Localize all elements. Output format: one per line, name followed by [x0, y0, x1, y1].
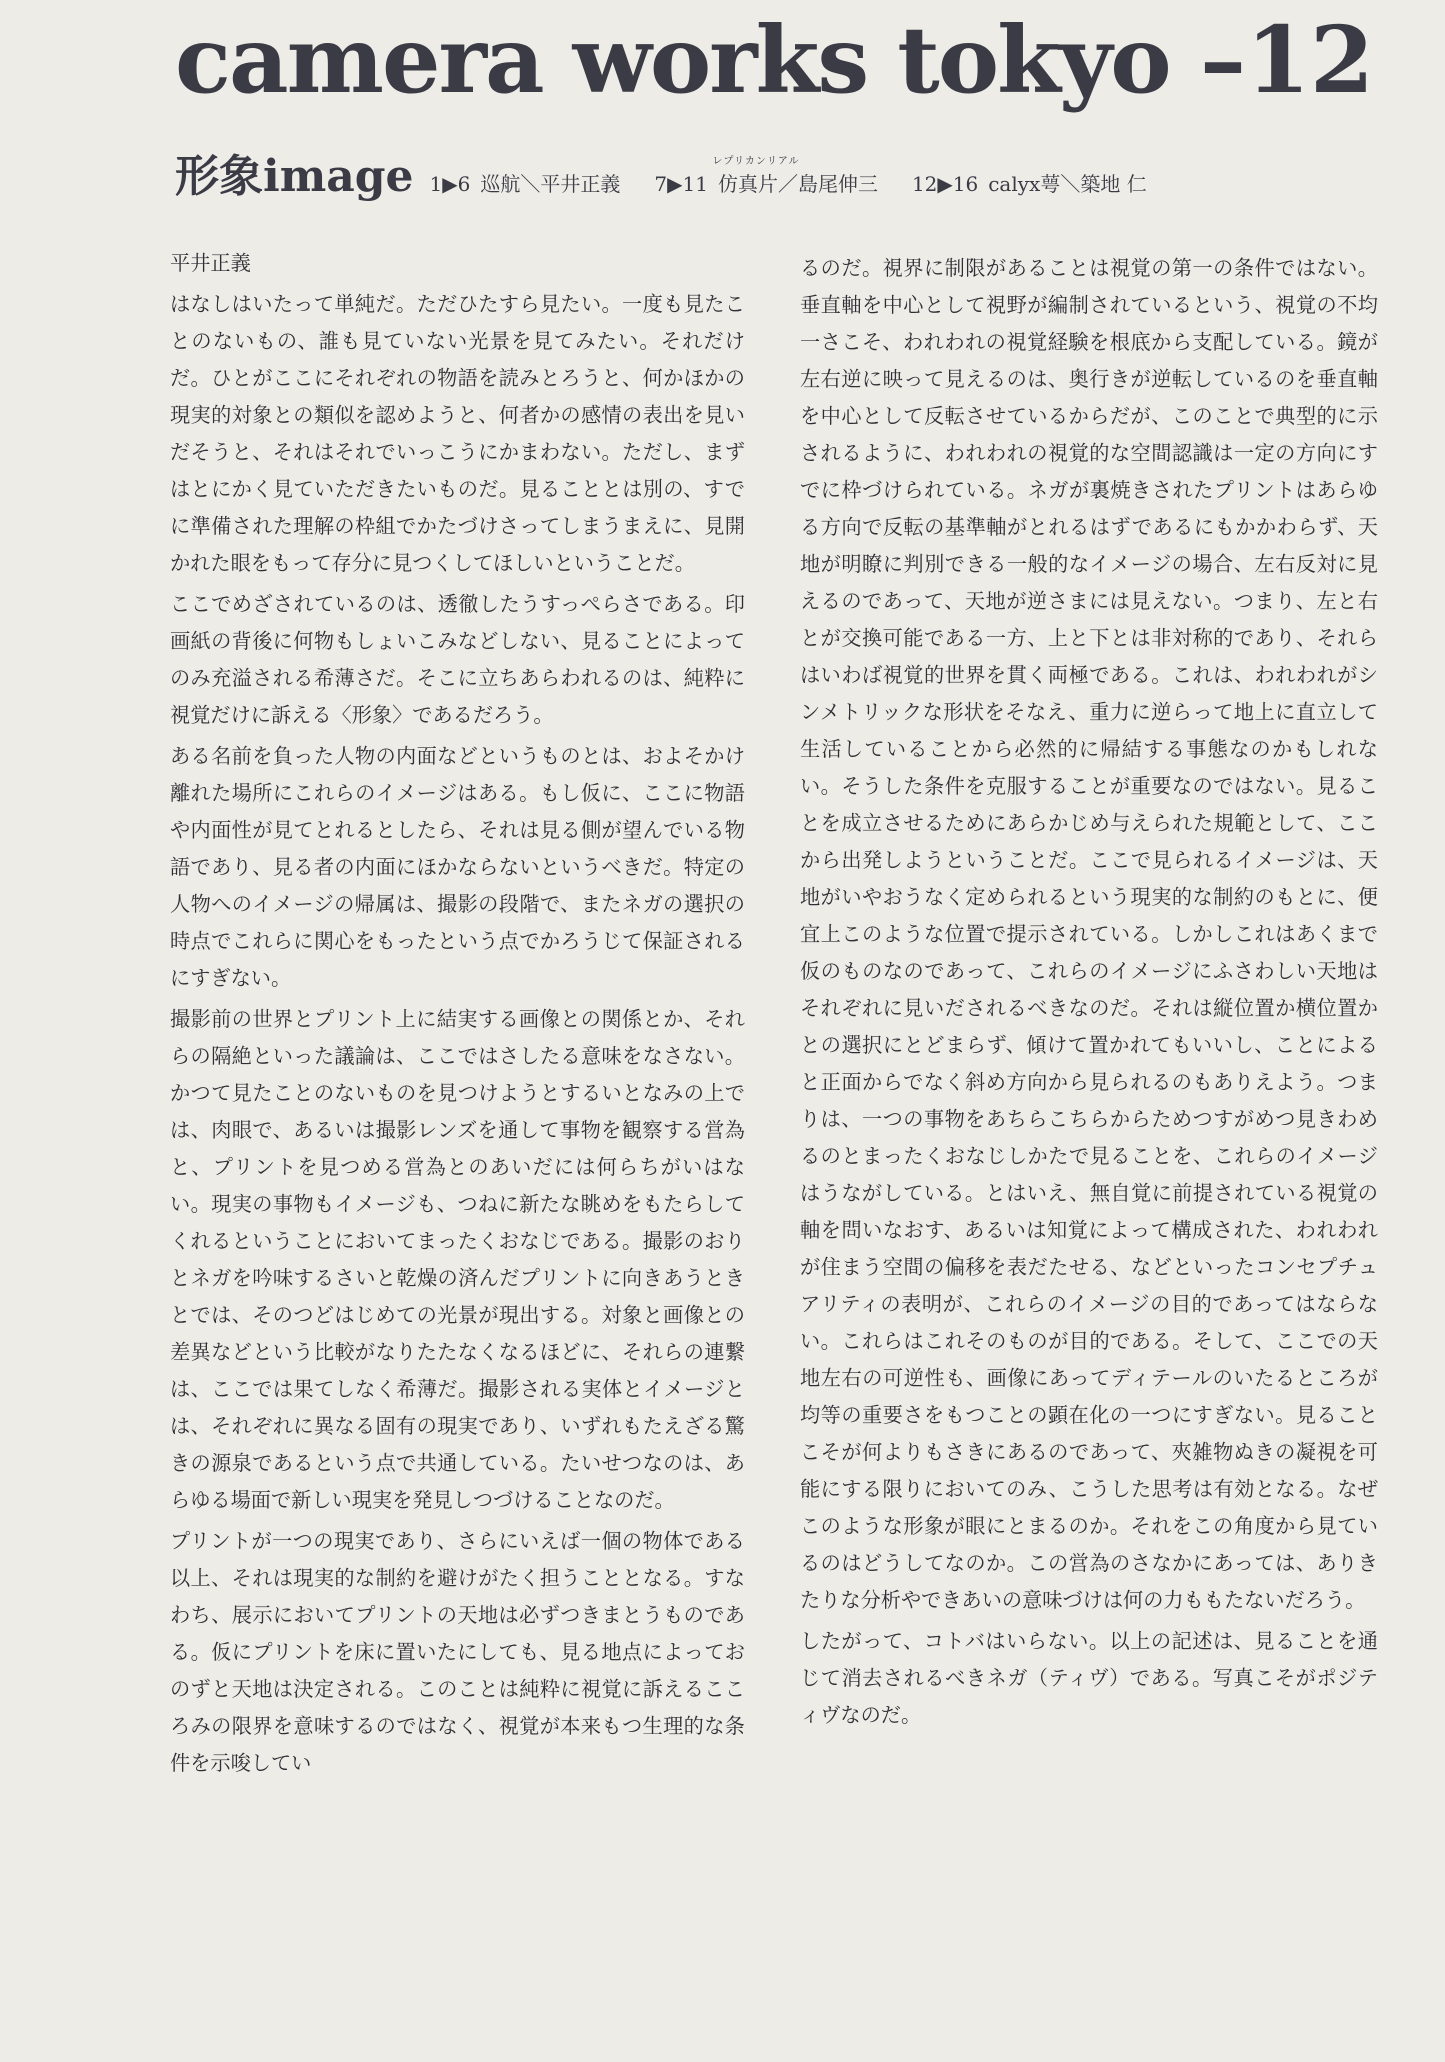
ruby-annotation: レプリカンリアル	[712, 156, 800, 167]
paragraph: ある名前を負った人物の内面などというものとは、およそかけ離れた場所にこれらのイメージはある。もし仮に、ここに物語や内面性が見てとれるとしたら、それは見る側が望んでいる物語であり、見る者の内面にほかならないというべきだ。特定の人物へのイメージの帰属は、撮影の段階で、またネガの選択の時点でこれらに関心をもったという点でかろうじて保証されるにすぎない。	[170, 744, 745, 990]
subtitle-line	[175, 140, 1147, 204]
paragraph: したがって、コトバはいらない。以上の記述は、見ることを通じて消去されるべきネガ（ティヴ）である。写真こそがポジティヴなのだ。	[800, 1629, 1378, 1727]
paragraph: 撮影前の世界とプリント上に結実する画像との関係とか、それらの隔絶といった議論は、ここではさしたる意味をなさない。かつて見たことのないものを見つけようとするいとなみの上では、肉眼で、あるいは撮影レンズを通して事物を観察する営為と、プリントを見つめる営為とのあいだには何らちがいはない。現実の事物もイメージも、つねに新たな眺めをもたらしてくれるということにおいてまったくおなじである。撮影のおりとネガを吟味するさいと乾燥の済んだプリントに向きあうときとでは、そのつどはじめての光景が現出する。対象と画像との差異などという比較がなりたたなくなるほどに、それらの連繋は、ここでは果てしなく希薄だ。撮影される実体とイメージとは、それぞれに異なる固有の現実であり、いずれもたえざる驚きの源泉であるという点で共通している。たいせつなのは、あらゆる場面で新しい現実を発見しつづけることなのだ。	[170, 1007, 745, 1512]
series-title: 形象image	[175, 151, 414, 202]
text-column-right	[800, 250, 1378, 1734]
magazine-title: camera works tokyo	[175, 6, 1170, 114]
paragraph: プリントが一つの現実であり、さらにいえば一個の物体である以上、それは現実的な制約を避けがたく担うこととなる。すなわち、展示においてプリントの天地は必ずつきまとうものである。仮にプリントを床に置いたにしても、見る地点によっておのずと天地は決定される。このことは純粋に視覚に訴えるこころみの限界を意味するのではなく、視覚が本来もつ生理的な条件を示唆してい	[170, 1529, 745, 1775]
entry-text: 巡航＼平井正義	[480, 172, 621, 196]
entry-range: 12▶16	[911, 172, 979, 196]
contents-entry	[912, 168, 1147, 197]
entry-range: 1▶6	[429, 172, 471, 196]
contents-entry	[654, 156, 878, 197]
contents-list	[429, 156, 1147, 197]
issue-number: –12	[1200, 6, 1375, 114]
text-column-left	[170, 245, 745, 1782]
entry-text: calyx萼＼築地 仁	[988, 172, 1147, 196]
paragraph: るのだ。視界に制限があることは視覚の第一の条件ではない。垂直軸を中心として視野が編制されているという、視覚の不均一さこそ、われわれの視覚経験を根底から支配している。鏡が左右逆に映って見えるのは、奥行きが逆転しているのを垂直軸を中心として反転させているからだが、このことで典型的に示されるように、われわれの視覚的な空間認識は一定の方向にすでに枠づけられている。ネガが裏焼きされたプリントはあらゆる方向で反転の基準軸がとれるはずであるにもかかわらず、天地が明瞭に判別できる一般的なイメージの場合、左右反対に見えるのであって、天地が逆さまには見えない。つまり、左と右とが交換可能である一方、上と下とは非対称的であり、それらはいわば視覚的世界を貫く両極である。これは、われわれがシンメトリックな形状をそなえ、重力に逆らって地上に直立して生活していることから必然的に帰結する事態なのかもしれない。そうした条件を克服することが重要なのではない。見ることを成立させるためにあらかじめ与えられた規範として、ここから出発しようということだ。ここで見られるイメージは、天地がいやおうなく定められるという現実的な制約のもとに、便宜上このような位置で提示されている。しかしこれはあくまで仮のものなのであって、これらのイメージにふさわしい天地はそれぞれに見いだされるべきなのだ。それは縦位置か横位置かとの選択にとどまらず、傾けて置かれてもいいし、ことによると正面からでなく斜め方向から見られるのもありえよう。つまりは、一つの事物をあちらこちらからためつすがめつ見きわめるのとまったくおなじしかたで見ることを、これらのイメージはうながしている。とはいえ、無自覚に前提されている視覚の軸を問いなおす、あるいは知覚によって構成された、われわれが住まう空間の偏移を表だたせる、などといったコンセプチュアリティの表明が、これらのイメージの目的であってはならない。これらはこれそのものが目的である。そして、ここでの天地左右の可逆性も、画像にあってディテールのいたるところが均等の重要さをもつことの顕在化の一つにすぎない。見ることこそが何よりもさきにあるのであって、夾雑物ぬきの凝視を可能にする限りにおいてのみ、こうした思考は有効となる。なぜこのような形象が眼にとまるのか。それをこの角度から見ているのはどうしてなのか。この営為のさなかにあっては、ありきたりな分析やできあいの意味づけは何の力ももたないだろう。	[800, 256, 1378, 1612]
paragraph: ここでめざされているのは、透徹したうすっぺらさである。印画紙の背後に何物もしょいこみなどしない、見ることによってのみ充溢される希薄さだ。そこに立ちあらわれるのは、純粋に視覚だけに訴える〈形象〉であるだろう。	[170, 592, 745, 727]
contents-entry	[430, 168, 621, 197]
entry-text: 仿真片／島尾伸三	[717, 172, 878, 196]
entry-range: 7▶11	[654, 172, 708, 196]
paragraph: はなしはいたって単純だ。ただひたすら見たい。一度も見たことのないもの、誰も見ていない光景を見てみたい。それだけだ。ひとがここにそれぞれの物語を読みとろうと、何かほかの現実的対象との類似を認めようと、何者かの感情の表出を見いだそうと、それはそれでいっこうにかまわない。ただし、まずはとにかく見ていただきたいものだ。見ることとは別の、すでに準備された理解の枠組でかたづけさってしまうまえに、見開かれた眼をもって存分に見つくしてほしいということだ。	[170, 292, 745, 575]
article-author: 平井正義	[170, 251, 251, 275]
